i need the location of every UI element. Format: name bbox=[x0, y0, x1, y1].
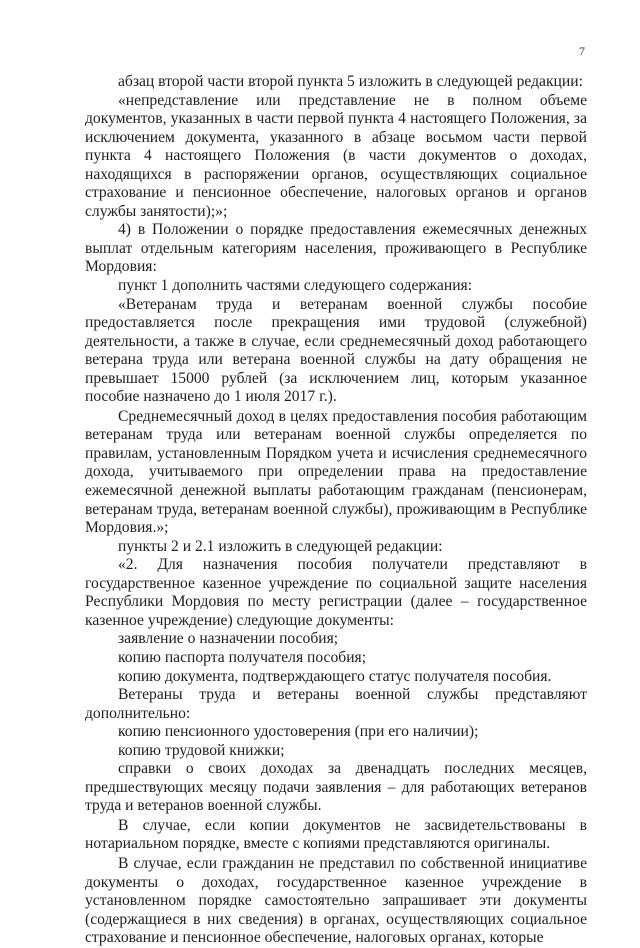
paragraph-5: «Ветеранам труда и ветеранам военной службы пособие предоставляется после прекращения ими трудовой (служебной) деятельности, а также в случае, если среднемесячный доход работающего ветерана труда или ветерана военной службы на дату обращения не превышает 15000 рублей (за исключением лиц, которым указанное пособие назначено до 1 июля 2017 г.). bbox=[85, 295, 587, 406]
document-body bbox=[85, 73, 587, 948]
paragraph-3: 4) в Положении о порядке предоставления ежемесячных денежных выплат отдельным категориям населения, проживающего в Республике Мордовия: bbox=[85, 221, 587, 276]
page-number: 7 bbox=[579, 44, 585, 58]
list-item-work-record: копию трудовой книжки; bbox=[118, 741, 285, 759]
list-item-pension-certificate: копию пенсионного удостоверения (при его наличии); bbox=[118, 723, 479, 741]
paragraph-veterans: Ветераны труда и ветераны военной службы представляют дополнительно: bbox=[85, 686, 587, 722]
list-item-passport: копию паспорта получателя пособия; bbox=[118, 648, 367, 666]
paragraph-copies: В случае, если копии документов не засвидетельствованы в нотариальном порядке, вместе с копиями представляются оригиналы. bbox=[85, 816, 587, 853]
paragraph-1: абзац второй части второй пункта 5 изложить в следующей редакции: bbox=[118, 73, 583, 90]
paragraph-4: пункт 1 дополнить частями следующего содержания: bbox=[118, 277, 473, 295]
paragraph-7: пункты 2 и 2.1 изложить в следующей редакции: bbox=[118, 537, 443, 555]
paragraph-income-documents: В случае, если гражданин не представил по собственной инициативе документы о доходах, государственное казенное учреждение в установленном порядке самостоятельно запрашивает эти документы (содержащиеся в них сведения) в органах, осуществляющих социальное страхование и пенсионное обеспечение, налоговых органах, которые bbox=[85, 854, 587, 947]
paragraph-6: Среднемесячный доход в целях предоставления пособия работающим ветеранам труда или ветеранам военной службы определяется по правилам, установленным Порядком учета и исчисления среднемесячного дохода, учитываемого при определении права на предоставление ежемесячной денежной выплаты работающим гражданам (пенсионерам, ветеранам труда, ветеранам военной службы), проживающим в Республике Мордовия.»; bbox=[85, 407, 587, 537]
list-item-income-certificates: справки о своих доходах за двенадцать последних месяцев, предшествующих месяцу подачи заявления – для работающих ветеранов труда и ветеранов военной службы. bbox=[85, 760, 587, 815]
paragraph-2: «непредставление или представление не в полном объеме документов, указанных в части первой пункта 4 настоящего Положения, за исключением документа, указанного в абзаце восьмом части первой пункта 4 настоящего Положения (в части документов о доходах, находящихся в распоряжении органов, осуществляющих социальное страхование и пенсионное обеспечение, налоговых органов и органов службы занятости);»; bbox=[85, 91, 587, 220]
list-item-application: заявление о назначении пособия; bbox=[118, 630, 339, 648]
list-item-status-document: копию документа, подтверждающего статус получателя пособия. bbox=[118, 667, 552, 685]
paragraph-8: «2. Для назначения пособия получатели представляют в государственное казенное учреждение по социальной защите населения Республики Мордовия по месту регистрации (далее – государственное казенное учреждение) следующие документы: bbox=[85, 556, 587, 629]
